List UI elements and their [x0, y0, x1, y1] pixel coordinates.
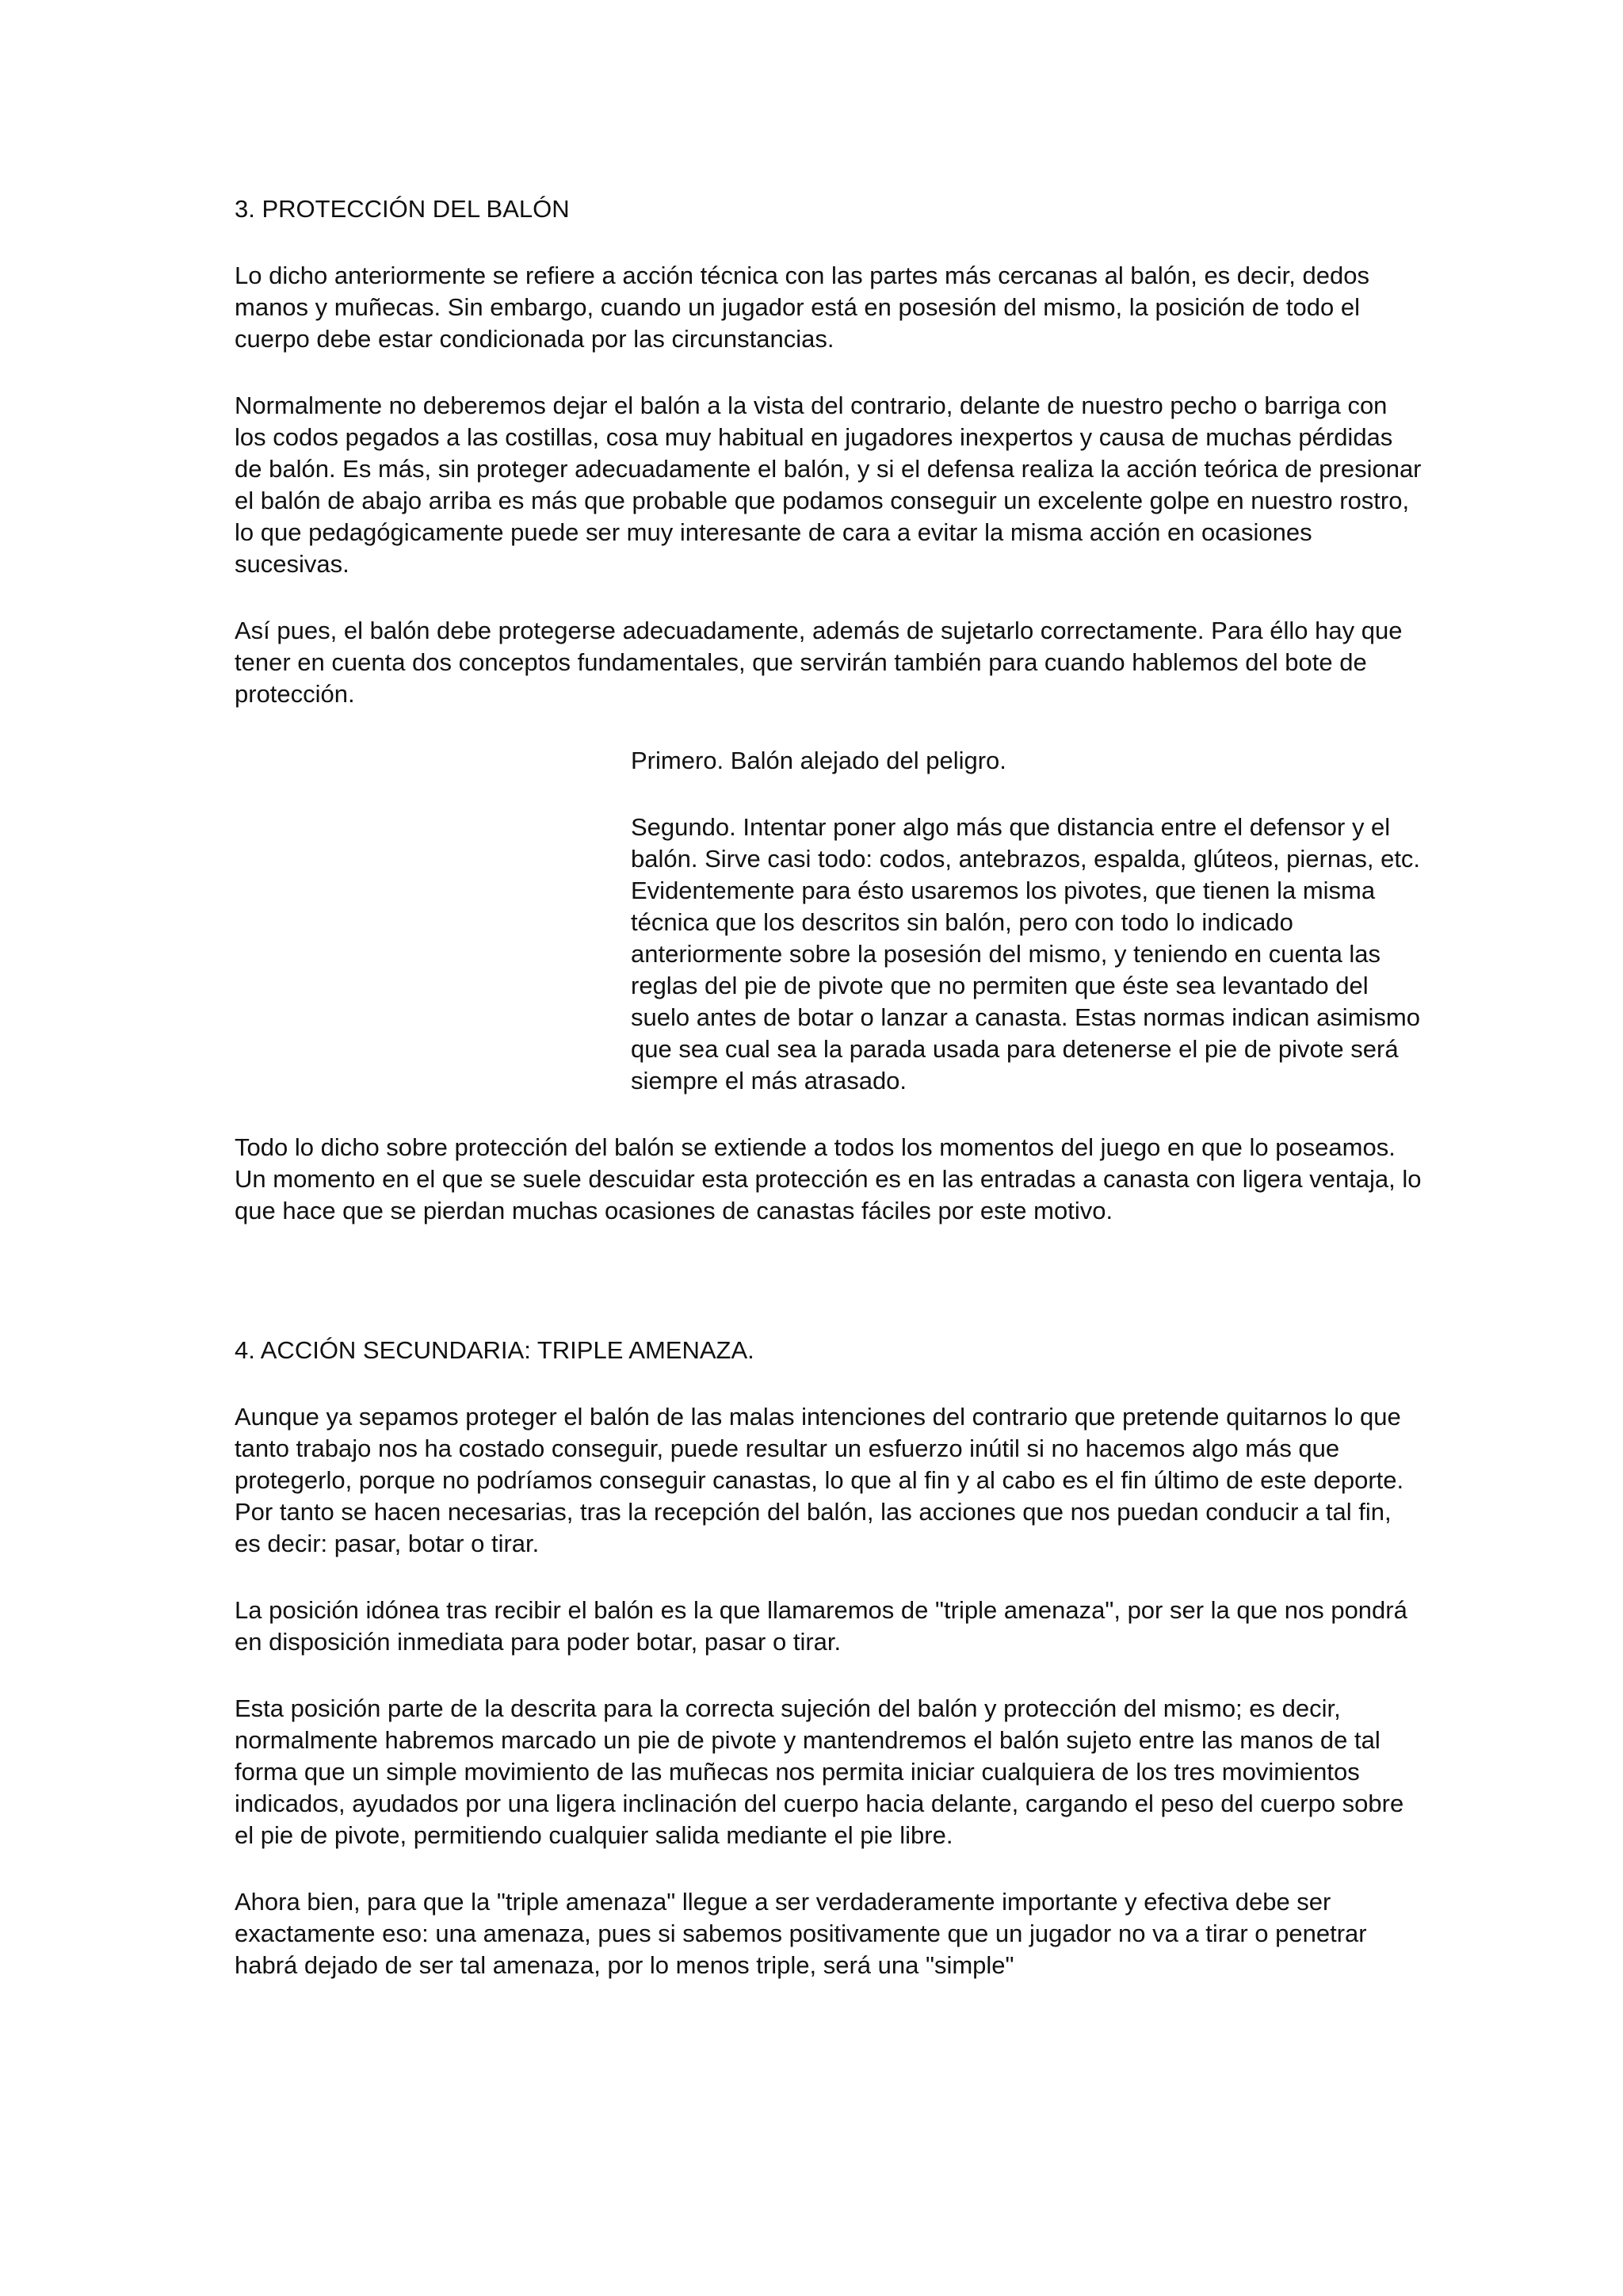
concept-second: Segundo. Intentar poner algo más que distancia entre el defensor y el balón. Sirve casi todo: codos, antebrazos, espalda, glúteos, piernas, etc. Evidentemente para ésto usaremos los pivotes, que tienen la misma técnica que los descritos sin balón, pero con todo lo indicado anteriormente sobre la posesión del mismo, y teniendo en cuenta las reglas del pie de pivote que no permiten que éste sea levantado del suelo antes de botar o lanzar a canasta. Estas normas indican asimismo que sea cual sea la parada usada para detenerse el pie de pivote será siempre el más atrasado. [631, 813, 1421, 1095]
section-spacer [235, 1262, 1423, 1335]
section-4-paragraph-2: La posición idónea tras recibir el balón es la que llamaremos de "triple amenaza", por ser la que nos pondrá en disposición inmediata para poder botar, pasar o tirar. [235, 1596, 1407, 1656]
document-page [235, 193, 1423, 2016]
section-3-heading: 3. PROTECCIÓN DEL BALÓN [235, 195, 570, 223]
section-4-paragraph-4: Ahora bien, para que la "triple amenaza" llegue a ser verdaderamente importante y efectiva debe ser exactamente eso: una amenaza, pues si sabemos positivamente que un jugador no va a tirar o penetrar habrá dejado de ser tal amenaza, por lo menos triple, será una "simple" [235, 1888, 1367, 1979]
section-3-closing-paragraph: Todo lo dicho sobre protección del balón se extiende a todos los momentos del juego en que lo poseamos. Un momento en el que se suele descuidar esta protección es en las entradas a canasta con ligera ventaja, lo que hace que se pierdan muchas ocasiones de canastas fáciles por este motivo. [235, 1133, 1422, 1224]
section-4-paragraph-1: Aunque ya sepamos proteger el balón de las malas intenciones del contrario que pretende quitarnos lo que tanto trabajo nos ha costado conseguir, puede resultar un esfuerzo inútil si no hacemos algo más que protegerlo, porque no podríamos conseguir canastas, lo que al fin y al cabo es el fin último de este deporte. Por tanto se hacen necesarias, tras la recepción del balón, las acciones que nos puedan conducir a tal fin, es decir: pasar, botar o tirar. [235, 1403, 1404, 1557]
section-3-paragraph-3: Así pues, el balón debe protegerse adecuadamente, además de sujetarlo correctamente. Para éllo hay que tener en cuenta dos conceptos fundamentales, que servirán también para cuando hablemos del bote de protección. [235, 617, 1403, 708]
section-4-paragraph-3: Esta posición parte de la descrita para la correcta sujeción del balón y protección del mismo; es decir, normalmente habremos marcado un pie de pivote y mantendremos el balón sujeto entre las manos de tal forma que un simple movimiento de las muñecas nos permita iniciar cualquiera de los tres movimientos indicados, ayudados por una ligera inclinación del cuerpo hacia delante, cargando el peso del cuerpo sobre el pie de pivote, permitiendo cualquier salida mediante el pie libre. [235, 1694, 1404, 1849]
concept-first: Primero. Balón alejado del peligro. [631, 747, 1006, 774]
section-3-paragraph-2: Normalmente no deberemos dejar el balón a la vista del contrario, delante de nuestro pecho o barriga con los codos pegados a las costillas, cosa muy habitual en jugadores inexpertos y causa de muchas pérdidas de balón. Es más, sin proteger adecuadamente el balón, y si el defensa realiza la acción teórica de presionar el balón de abajo arriba es más que probable que podamos conseguir un excelente golpe en nuestro rostro, lo que pedagógicamente puede ser muy interesante de cara a evitar la misma acción en ocasiones sucesivas. [235, 392, 1422, 578]
section-3-paragraph-1: Lo dicho anteriormente se refiere a acción técnica con las partes más cercanas al balón, es decir, dedos manos y muñecas. Sin embargo, cuando un jugador está en posesión del mismo, la posición de todo el cuerpo debe estar condicionada por las circunstancias. [235, 262, 1369, 353]
section-4-heading: 4. ACCIÓN SECUNDARIA: TRIPLE AMENAZA. [235, 1336, 754, 1364]
